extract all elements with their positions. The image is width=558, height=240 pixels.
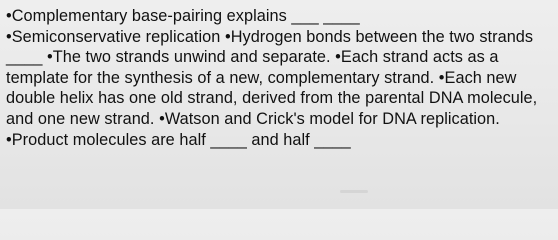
first-line: •Complementary base-pairing explains ___ ____ <box>6 7 360 25</box>
background-smudge <box>340 190 368 193</box>
document-text <box>6 6 552 150</box>
body-text: •Semiconservative replication •Hydrogen bonds between the two strands ____ •The two strands unwind and separate. •Each strand acts as a template for the synthesis of a new, complementary strand. •Each new double helix has one old strand, derived from the parental DNA molecule, and one new strand. •Watson and Crick's model for DNA replication. •Product molecules are half ____ and half ____ <box>6 27 538 149</box>
